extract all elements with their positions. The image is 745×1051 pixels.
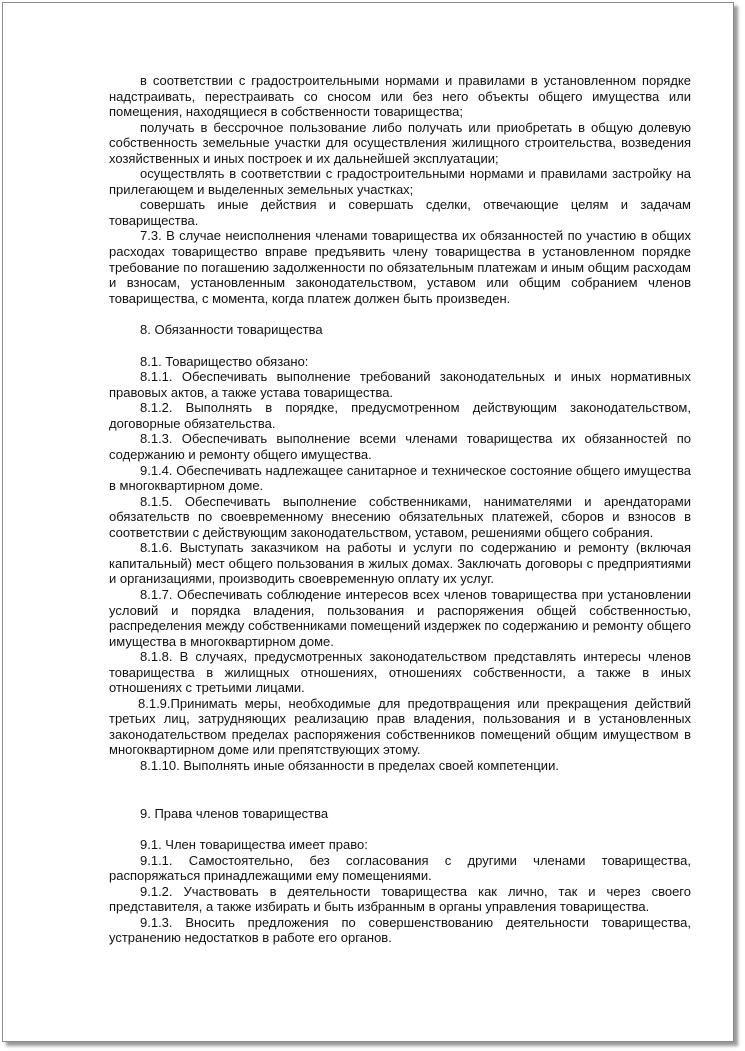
spacer: [109, 821, 691, 837]
paragraph-8-1-3: 8.1.3. Обеспечивать выполнение всеми членами товарищества их обязанностей по содержанию и ремонту общего имущества.: [109, 431, 691, 463]
paragraph-7-3: 7.3. В случае неисполнения членами товарищества их обязанностей по участию в общих расходах товарищество вправе предъявить члену товарищества в установленном порядке требование по погашению задолженности по обязательным платежам и иным общим расходам и взносам, установленным законодательством, уставом или общим собранием членов товарищества, с момента, когда платеж должен быть произведен.: [109, 228, 691, 306]
paragraph-other-actions: совершать иные действия и совершать сделки, отвечающие целям и задачам товарищества.: [109, 197, 691, 228]
section-heading-8: 8. Обязанности товарищества: [140, 322, 323, 338]
document-page: [2, 2, 734, 1042]
paragraph-8-1-6: 8.1.6. Выступать заказчиком на работы и услуги по содержанию и ремонту (включая капитальный) мест общего пользования в жилых домах. Заключать договоры с предприятиями и организациями, производить своевременную оплату их услуг.: [109, 540, 691, 587]
paragraph-8-1-5: 8.1.5. Обеспечивать выполнение собственниками, нанимателями и арендаторами обязательств по своевременному внесению обязательных платежей, сборов и взносов в соответствии с действующим законодательством, уставом, решениями общего собрания.: [109, 493, 691, 540]
section-heading-9: 9. Права членов товарищества: [140, 805, 329, 821]
paragraph-8-1-10: 8.1.10. Выполнять иные обязанности в пределах своей компетенции.: [140, 757, 559, 773]
paragraph-8-1-8: 8.1.8. В случаях, предусмотренных законодательством представлять интересы членов товарищества в жилищных отношениях, отношениях собственности, а также в иных отношениях с третьими лицами.: [109, 649, 691, 696]
spacer: [109, 774, 691, 806]
spacer: [109, 306, 691, 322]
paragraph-9-1: 9.1. Член товарищества имеет право:: [140, 837, 368, 853]
paragraph-8-1-9: 8.1.9.Принимать меры, необходимые для предотвращения или прекращения действий третьих лиц, затрудняющих реализацию прав владения, пользования и в установленных законодательством пределах распоряжения собственников помещений общим имуществом в многоквартирном доме или препятствующих этому.: [109, 695, 691, 758]
paragraph-9-1-4: 9.1.4. Обеспечивать надлежащее санитарное и техническое состояние общего имущества в многоквартирном доме.: [109, 462, 691, 494]
paragraph-9-1-2: 9.1.2. Участвовать в деятельности товарищества как лично, так и через своего представителя, а также избирать и быть избранным в органы управления товарищества.: [109, 883, 691, 915]
document-body: [109, 73, 691, 946]
paragraph-8-1: 8.1. Товарищество обязано:: [140, 353, 309, 369]
paragraph-8-1-7: 8.1.7. Обеспечивать соблюдение интересов всех членов товарищества при установлении условий и порядка владения, пользования и распоряжения общей собственностью, распределения между собственниками помещений издержек по содержанию и ремонту общего имущества в многоквартирном доме.: [109, 586, 691, 649]
paragraph-build-rights: в соответствии с градостроительными нормами и правилами в установленном порядке надстраивать, перестраивать со сносом или без него объекты общего имущества или помещения, находящиеся в собственности товарищества;: [109, 73, 691, 120]
paragraph-8-1-1: 8.1.1. Обеспечивать выполнение требований законодательных и иных нормативных правовых актов, а также устава товарищества.: [109, 369, 691, 400]
paragraph-8-1-2: 8.1.2. Выполнять в порядке, предусмотренном действующим законодательством, договорные обязательства.: [109, 400, 691, 431]
paragraph-land-use: получать в бессрочное пользование либо получать или приобретать в общую долевую собственность земельные участки для осуществления жилищного строительства, возведения хозяйственных и иных построек и их дальнейшей эксплуатации;: [109, 119, 691, 166]
paragraph-9-1-3: 9.1.3. Вносить предложения по совершенствованию деятельности товарищества, устранению недостатков в работе его органов.: [109, 914, 691, 946]
paragraph-development: осуществлять в соответствии с градостроительными нормами и правилами застройку на прилегающем и выделенных земельных участках;: [109, 166, 691, 197]
spacer: [109, 338, 691, 354]
paragraph-9-1-1: 9.1.1. Самостоятельно, без согласования с другими членами товарищества, распоряжаться принадлежащими ему помещениями.: [109, 852, 691, 884]
